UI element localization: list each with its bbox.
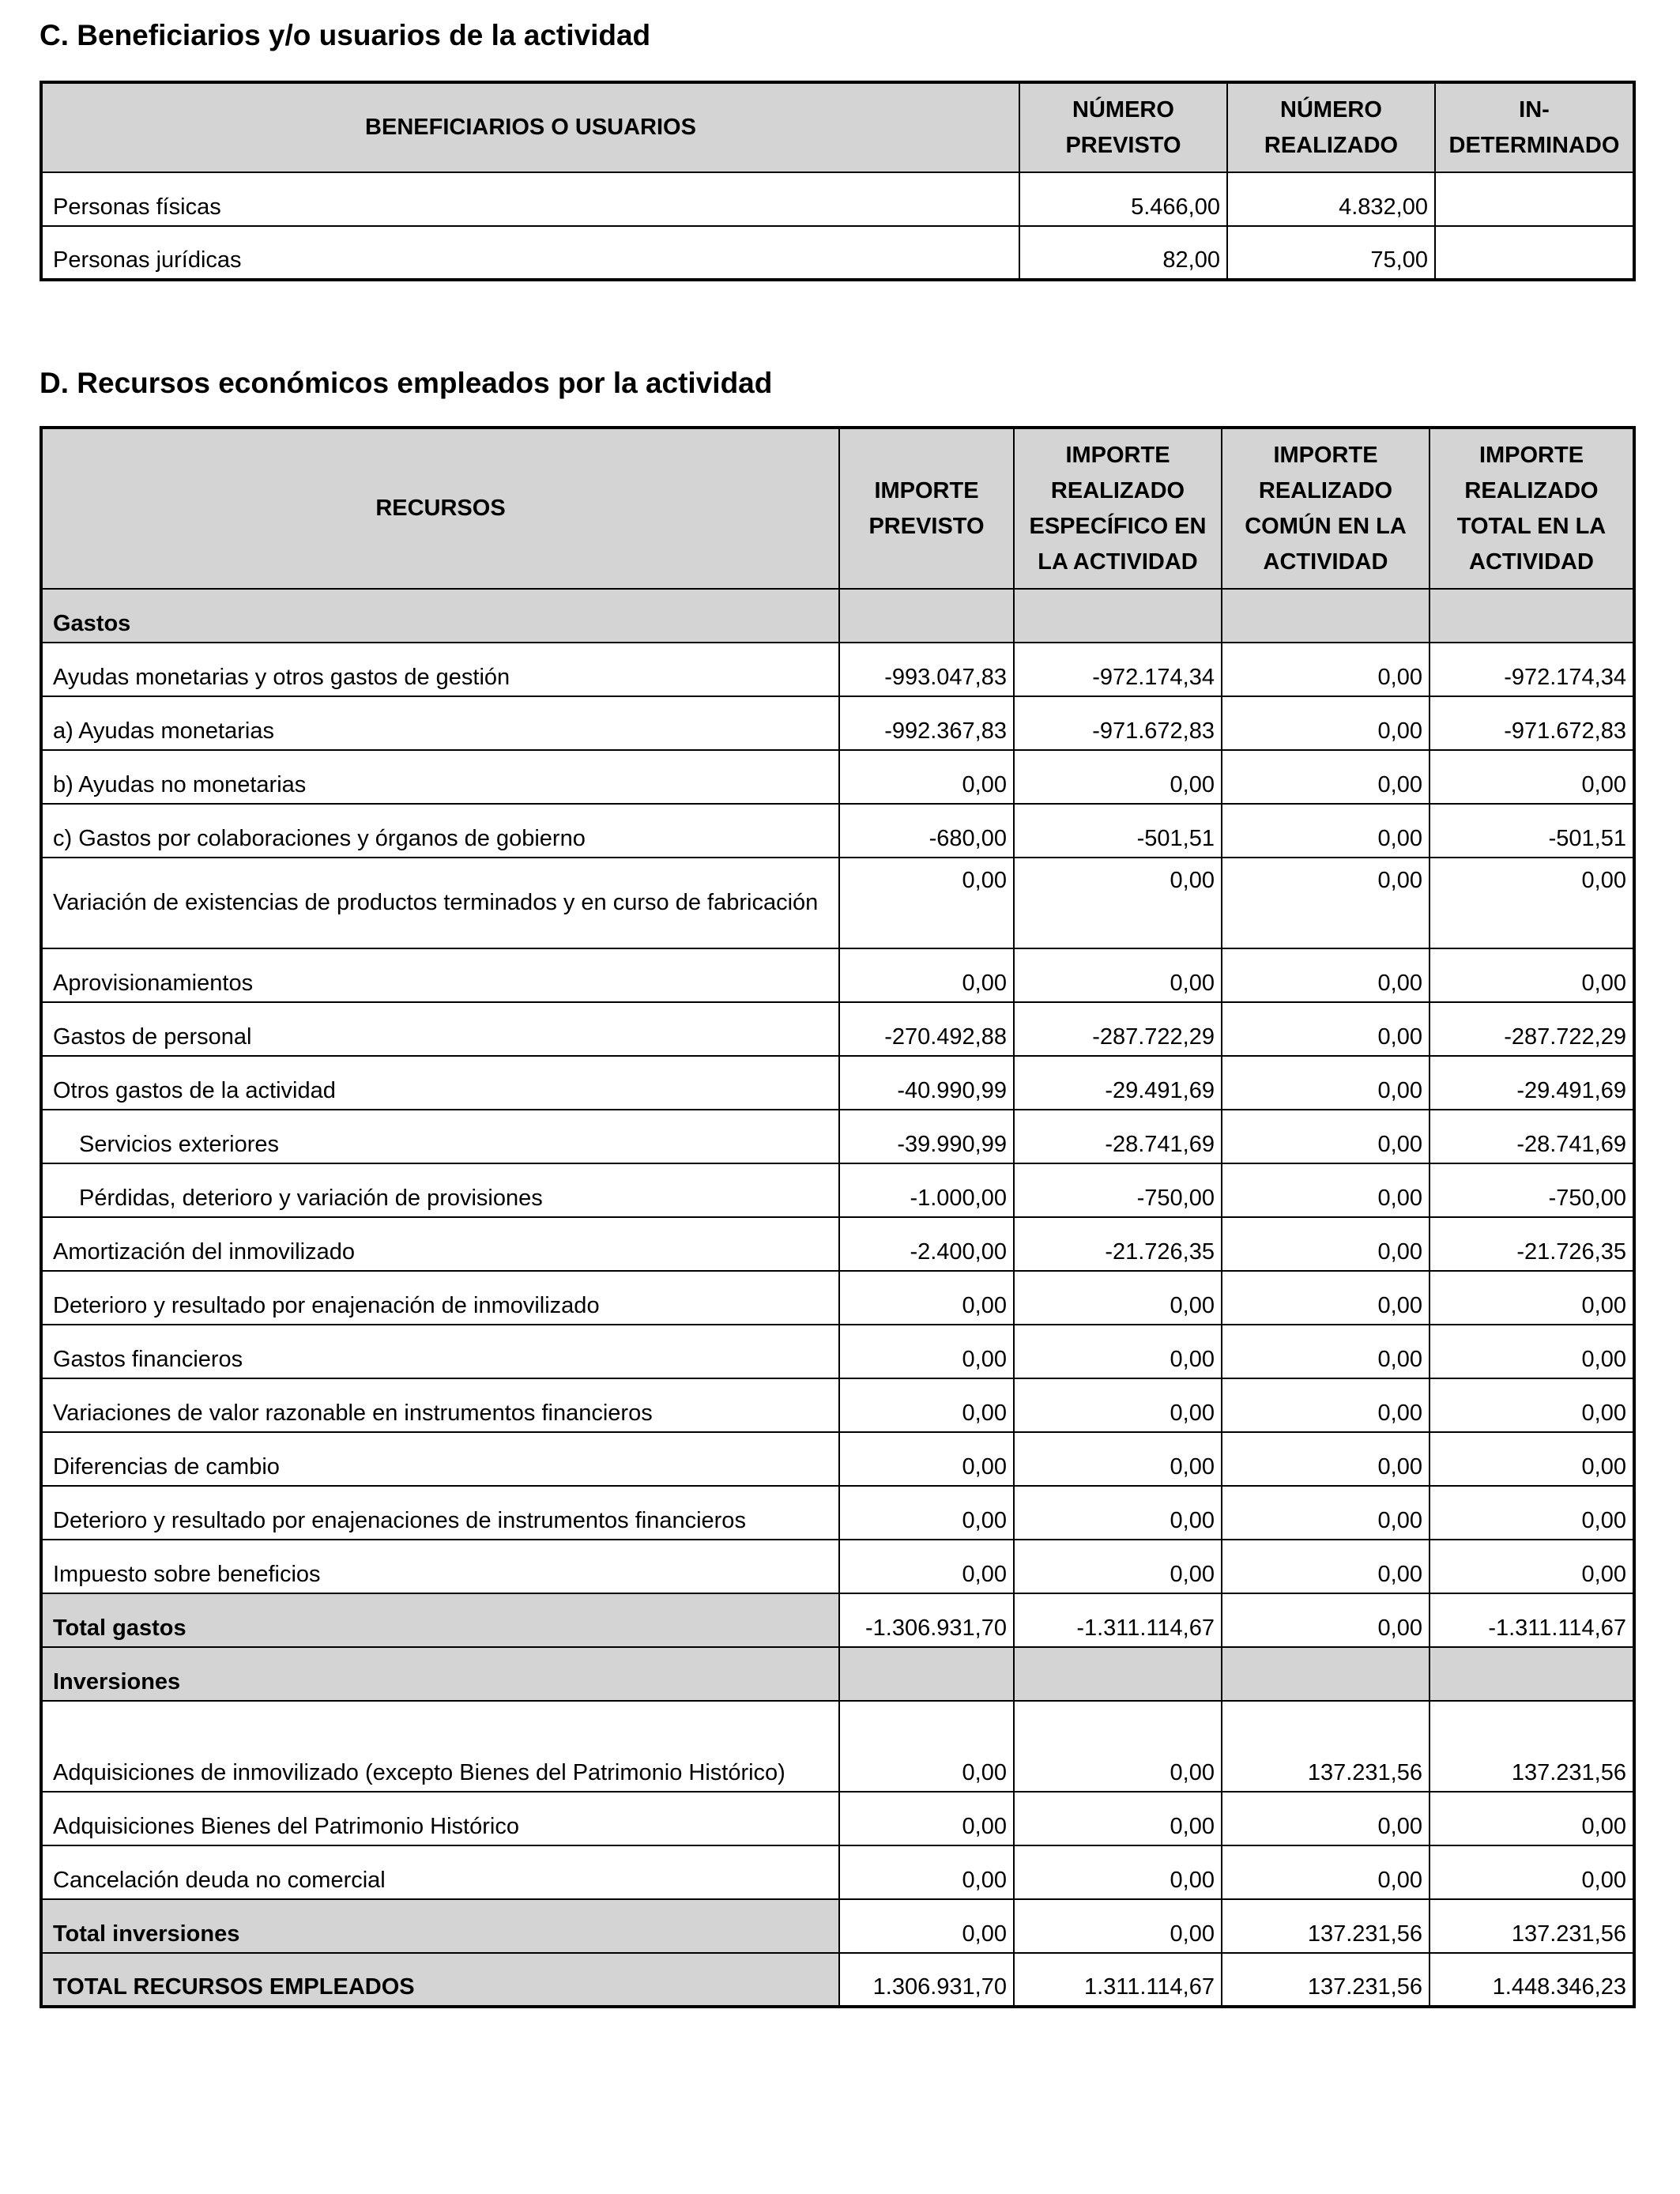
- cell-importe-total: -29.491,69: [1430, 1056, 1634, 1110]
- cell-importe-comun: 0,00: [1222, 1486, 1430, 1540]
- beneficiaries-table: [40, 81, 1636, 281]
- cell-importe-total: -972.174,34: [1430, 643, 1634, 696]
- table-row: [41, 1701, 1634, 1792]
- table-row: [41, 172, 1634, 226]
- cell-importe-previsto: 0,00: [839, 1378, 1014, 1432]
- cell-importe-previsto: -39.990,99: [839, 1110, 1014, 1163]
- cell-importe-comun: 0,00: [1222, 1110, 1430, 1163]
- resources-table: [40, 426, 1636, 2008]
- row-label: Amortización del inmovilizado: [41, 1217, 839, 1271]
- table-row: [41, 1845, 1634, 1899]
- table-row: [41, 1486, 1634, 1540]
- row-label: Servicios exteriores: [41, 1110, 839, 1163]
- table-row: [41, 1056, 1634, 1110]
- cell-importe-total: 0,00: [1430, 1792, 1634, 1845]
- cell-importe-comun: 0,00: [1222, 1845, 1430, 1899]
- cell-realizado: 75,00: [1227, 226, 1435, 280]
- row-label: TOTAL RECURSOS EMPLEADOS: [41, 1953, 839, 2007]
- cell-importe-total: 0,00: [1430, 948, 1634, 1002]
- row-label: Total inversiones: [41, 1899, 839, 1953]
- cell-previsto: 5.466,00: [1019, 172, 1227, 226]
- cell-importe-previsto: [839, 1647, 1014, 1701]
- cell-importe-total: 0,00: [1430, 1378, 1634, 1432]
- cell-importe-especifico: 0,00: [1014, 750, 1222, 804]
- table-row: [41, 1271, 1634, 1325]
- resources-body: [41, 589, 1634, 2007]
- table-row: [41, 1002, 1634, 1056]
- cell-importe-previsto: 0,00: [839, 1792, 1014, 1845]
- cell-importe-especifico: 0,00: [1014, 1701, 1222, 1792]
- cell-importe-total: 137.231,56: [1430, 1899, 1634, 1953]
- cell-importe-especifico: 0,00: [1014, 1486, 1222, 1540]
- table-row: [41, 1953, 1634, 2007]
- cell-importe-total: -21.726,35: [1430, 1217, 1634, 1271]
- cell-importe-especifico: -29.491,69: [1014, 1056, 1222, 1110]
- row-label: Impuesto sobre beneficios: [41, 1540, 839, 1593]
- cell-importe-previsto: 0,00: [839, 1325, 1014, 1378]
- cell-importe-especifico: [1014, 1647, 1222, 1701]
- cell-indeterminado: [1435, 172, 1634, 226]
- row-label: c) Gastos por colaboraciones y órganos de gobierno: [41, 804, 839, 858]
- cell-indeterminado: [1435, 226, 1634, 280]
- cell-importe-previsto: -2.400,00: [839, 1217, 1014, 1271]
- cell-importe-total: 137.231,56: [1430, 1701, 1634, 1792]
- cell-importe-comun: 0,00: [1222, 1792, 1430, 1845]
- row-label: Ayudas monetarias y otros gastos de gestión: [41, 643, 839, 696]
- cell-importe-total: 0,00: [1430, 1540, 1634, 1593]
- cell-importe-especifico: 0,00: [1014, 858, 1222, 948]
- cell-importe-total: [1430, 1647, 1634, 1701]
- resources-header-row: [41, 428, 1634, 589]
- row-label: Deterioro y resultado por enajenación de inmovilizado: [41, 1271, 839, 1325]
- cell-importe-comun: [1222, 589, 1430, 643]
- row-label: Pérdidas, deterioro y variación de provisiones: [41, 1163, 839, 1217]
- cell-importe-previsto: 0,00: [839, 948, 1014, 1002]
- section-c-title: C. Beneficiarios y/o usuarios de la actividad: [40, 19, 651, 51]
- cell-importe-previsto: -270.492,88: [839, 1002, 1014, 1056]
- beneficiaries-header-row: [41, 82, 1634, 172]
- header-importe-comun: IMPORTE REALIZADO COMÚN EN LA ACTIVIDAD: [1222, 428, 1430, 589]
- cell-importe-total: 0,00: [1430, 1271, 1634, 1325]
- cell-importe-especifico: -750,00: [1014, 1163, 1222, 1217]
- header-importe-total: IMPORTE REALIZADO TOTAL EN LA ACTIVIDAD: [1430, 428, 1634, 589]
- table-row: [41, 589, 1634, 643]
- table-row: [41, 1540, 1634, 1593]
- cell-importe-especifico: 0,00: [1014, 948, 1222, 1002]
- cell-importe-especifico: -972.174,34: [1014, 643, 1222, 696]
- cell-importe-previsto: 0,00: [839, 858, 1014, 948]
- cell-importe-comun: 0,00: [1222, 1432, 1430, 1486]
- cell-importe-especifico: -21.726,35: [1014, 1217, 1222, 1271]
- cell-importe-previsto: [839, 589, 1014, 643]
- cell-importe-comun: 137.231,56: [1222, 1899, 1430, 1953]
- cell-importe-especifico: 1.311.114,67: [1014, 1953, 1222, 2007]
- cell-importe-especifico: -1.311.114,67: [1014, 1593, 1222, 1647]
- cell-importe-total: -501,51: [1430, 804, 1634, 858]
- table-row: [41, 1163, 1634, 1217]
- row-label: Cancelación deuda no comercial: [41, 1845, 839, 1899]
- row-label: Variaciones de valor razonable en instrumentos financieros: [41, 1378, 839, 1432]
- table-row: [41, 696, 1634, 750]
- cell-importe-comun: 0,00: [1222, 948, 1430, 1002]
- table-row: [41, 804, 1634, 858]
- cell-importe-previsto: -1.306.931,70: [839, 1593, 1014, 1647]
- cell-importe-comun: 0,00: [1222, 1056, 1430, 1110]
- cell-importe-comun: 0,00: [1222, 1163, 1430, 1217]
- cell-importe-comun: 0,00: [1222, 1593, 1430, 1647]
- cell-importe-previsto: 0,00: [839, 1486, 1014, 1540]
- cell-importe-comun: 0,00: [1222, 1217, 1430, 1271]
- row-label: Gastos de personal: [41, 1002, 839, 1056]
- cell-importe-especifico: 0,00: [1014, 1845, 1222, 1899]
- table-row: [41, 1899, 1634, 1953]
- cell-importe-previsto: 1.306.931,70: [839, 1953, 1014, 2007]
- cell-importe-especifico: 0,00: [1014, 1899, 1222, 1953]
- row-label: Diferencias de cambio: [41, 1432, 839, 1486]
- header-importe-especifico: IMPORTE REALIZADO ESPECÍFICO EN LA ACTIVIDAD: [1014, 428, 1222, 589]
- header-indeterminado: IN- DETERMINADO: [1435, 82, 1634, 172]
- cell-importe-comun: 0,00: [1222, 1378, 1430, 1432]
- table-row: [41, 226, 1634, 280]
- row-label: Personas jurídicas: [41, 226, 1019, 280]
- cell-importe-total: -1.311.114,67: [1430, 1593, 1634, 1647]
- cell-importe-especifico: 0,00: [1014, 1792, 1222, 1845]
- table-row: [41, 1593, 1634, 1647]
- cell-importe-total: 1.448.346,23: [1430, 1953, 1634, 2007]
- cell-importe-previsto: -680,00: [839, 804, 1014, 858]
- cell-importe-previsto: 0,00: [839, 1432, 1014, 1486]
- cell-importe-comun: 137.231,56: [1222, 1953, 1430, 2007]
- cell-importe-previsto: 0,00: [839, 750, 1014, 804]
- cell-importe-comun: 0,00: [1222, 1325, 1430, 1378]
- cell-importe-total: [1430, 589, 1634, 643]
- header-beneficiarios: BENEFICIARIOS O USUARIOS: [41, 82, 1019, 172]
- cell-importe-total: 0,00: [1430, 858, 1634, 948]
- header-numero-realizado: NÚMERO REALIZADO: [1227, 82, 1435, 172]
- cell-importe-comun: 0,00: [1222, 858, 1430, 948]
- row-label: Aprovisionamientos: [41, 948, 839, 1002]
- row-label: Gastos financieros: [41, 1325, 839, 1378]
- table-row: [41, 948, 1634, 1002]
- row-label: Adquisiciones de inmovilizado (excepto Bienes del Patrimonio Histórico): [41, 1701, 839, 1792]
- table-row: [41, 1110, 1634, 1163]
- row-label: Variación de existencias de productos terminados y en curso de fabricación: [41, 858, 839, 948]
- cell-importe-comun: 137.231,56: [1222, 1701, 1430, 1792]
- table-row: [41, 858, 1634, 948]
- cell-importe-comun: 0,00: [1222, 1540, 1430, 1593]
- cell-importe-previsto: -993.047,83: [839, 643, 1014, 696]
- cell-importe-total: 0,00: [1430, 750, 1634, 804]
- cell-importe-previsto: 0,00: [839, 1540, 1014, 1593]
- row-label: Personas físicas: [41, 172, 1019, 226]
- cell-importe-previsto: -1.000,00: [839, 1163, 1014, 1217]
- row-label: Adquisiciones Bienes del Patrimonio Histórico: [41, 1792, 839, 1845]
- cell-importe-previsto: 0,00: [839, 1845, 1014, 1899]
- header-numero-previsto: NÚMERO PREVISTO: [1019, 82, 1227, 172]
- cell-importe-previsto: 0,00: [839, 1701, 1014, 1792]
- cell-previsto: 82,00: [1019, 226, 1227, 280]
- cell-importe-especifico: -287.722,29: [1014, 1002, 1222, 1056]
- row-label: Deterioro y resultado por enajenaciones de instrumentos financieros: [41, 1486, 839, 1540]
- section-d-title: D. Recursos económicos empleados por la actividad: [40, 367, 773, 399]
- row-label: Gastos: [41, 589, 839, 643]
- table-row: [41, 1378, 1634, 1432]
- cell-importe-previsto: -40.990,99: [839, 1056, 1014, 1110]
- cell-importe-especifico: 0,00: [1014, 1325, 1222, 1378]
- row-label: Inversiones: [41, 1647, 839, 1701]
- cell-importe-comun: 0,00: [1222, 804, 1430, 858]
- cell-importe-total: -28.741,69: [1430, 1110, 1634, 1163]
- table-row: [41, 750, 1634, 804]
- cell-importe-total: -287.722,29: [1430, 1002, 1634, 1056]
- cell-realizado: 4.832,00: [1227, 172, 1435, 226]
- cell-importe-previsto: 0,00: [839, 1899, 1014, 1953]
- cell-importe-comun: 0,00: [1222, 750, 1430, 804]
- row-label: b) Ayudas no monetarias: [41, 750, 839, 804]
- table-row: [41, 643, 1634, 696]
- row-label: Total gastos: [41, 1593, 839, 1647]
- cell-importe-comun: 0,00: [1222, 1271, 1430, 1325]
- cell-importe-total: 0,00: [1430, 1325, 1634, 1378]
- cell-importe-total: 0,00: [1430, 1432, 1634, 1486]
- header-recursos: RECURSOS: [41, 428, 839, 589]
- cell-importe-especifico: 0,00: [1014, 1271, 1222, 1325]
- row-label: a) Ayudas monetarias: [41, 696, 839, 750]
- cell-importe-especifico: -971.672,83: [1014, 696, 1222, 750]
- header-importe-previsto: IMPORTE PREVISTO: [839, 428, 1014, 589]
- table-row: [41, 1325, 1634, 1378]
- cell-importe-comun: [1222, 1647, 1430, 1701]
- table-row: [41, 1792, 1634, 1845]
- cell-importe-comun: 0,00: [1222, 1002, 1430, 1056]
- cell-importe-total: -750,00: [1430, 1163, 1634, 1217]
- table-row: [41, 1432, 1634, 1486]
- table-row: [41, 1647, 1634, 1701]
- cell-importe-total: 0,00: [1430, 1486, 1634, 1540]
- row-label: Otros gastos de la actividad: [41, 1056, 839, 1110]
- cell-importe-previsto: -992.367,83: [839, 696, 1014, 750]
- cell-importe-especifico: -501,51: [1014, 804, 1222, 858]
- cell-importe-especifico: 0,00: [1014, 1378, 1222, 1432]
- table-row: [41, 1217, 1634, 1271]
- cell-importe-especifico: 0,00: [1014, 1540, 1222, 1593]
- cell-importe-total: 0,00: [1430, 1845, 1634, 1899]
- cell-importe-comun: 0,00: [1222, 696, 1430, 750]
- cell-importe-especifico: [1014, 589, 1222, 643]
- cell-importe-comun: 0,00: [1222, 643, 1430, 696]
- cell-importe-especifico: -28.741,69: [1014, 1110, 1222, 1163]
- cell-importe-total: -971.672,83: [1430, 696, 1634, 750]
- cell-importe-especifico: 0,00: [1014, 1432, 1222, 1486]
- cell-importe-previsto: 0,00: [839, 1271, 1014, 1325]
